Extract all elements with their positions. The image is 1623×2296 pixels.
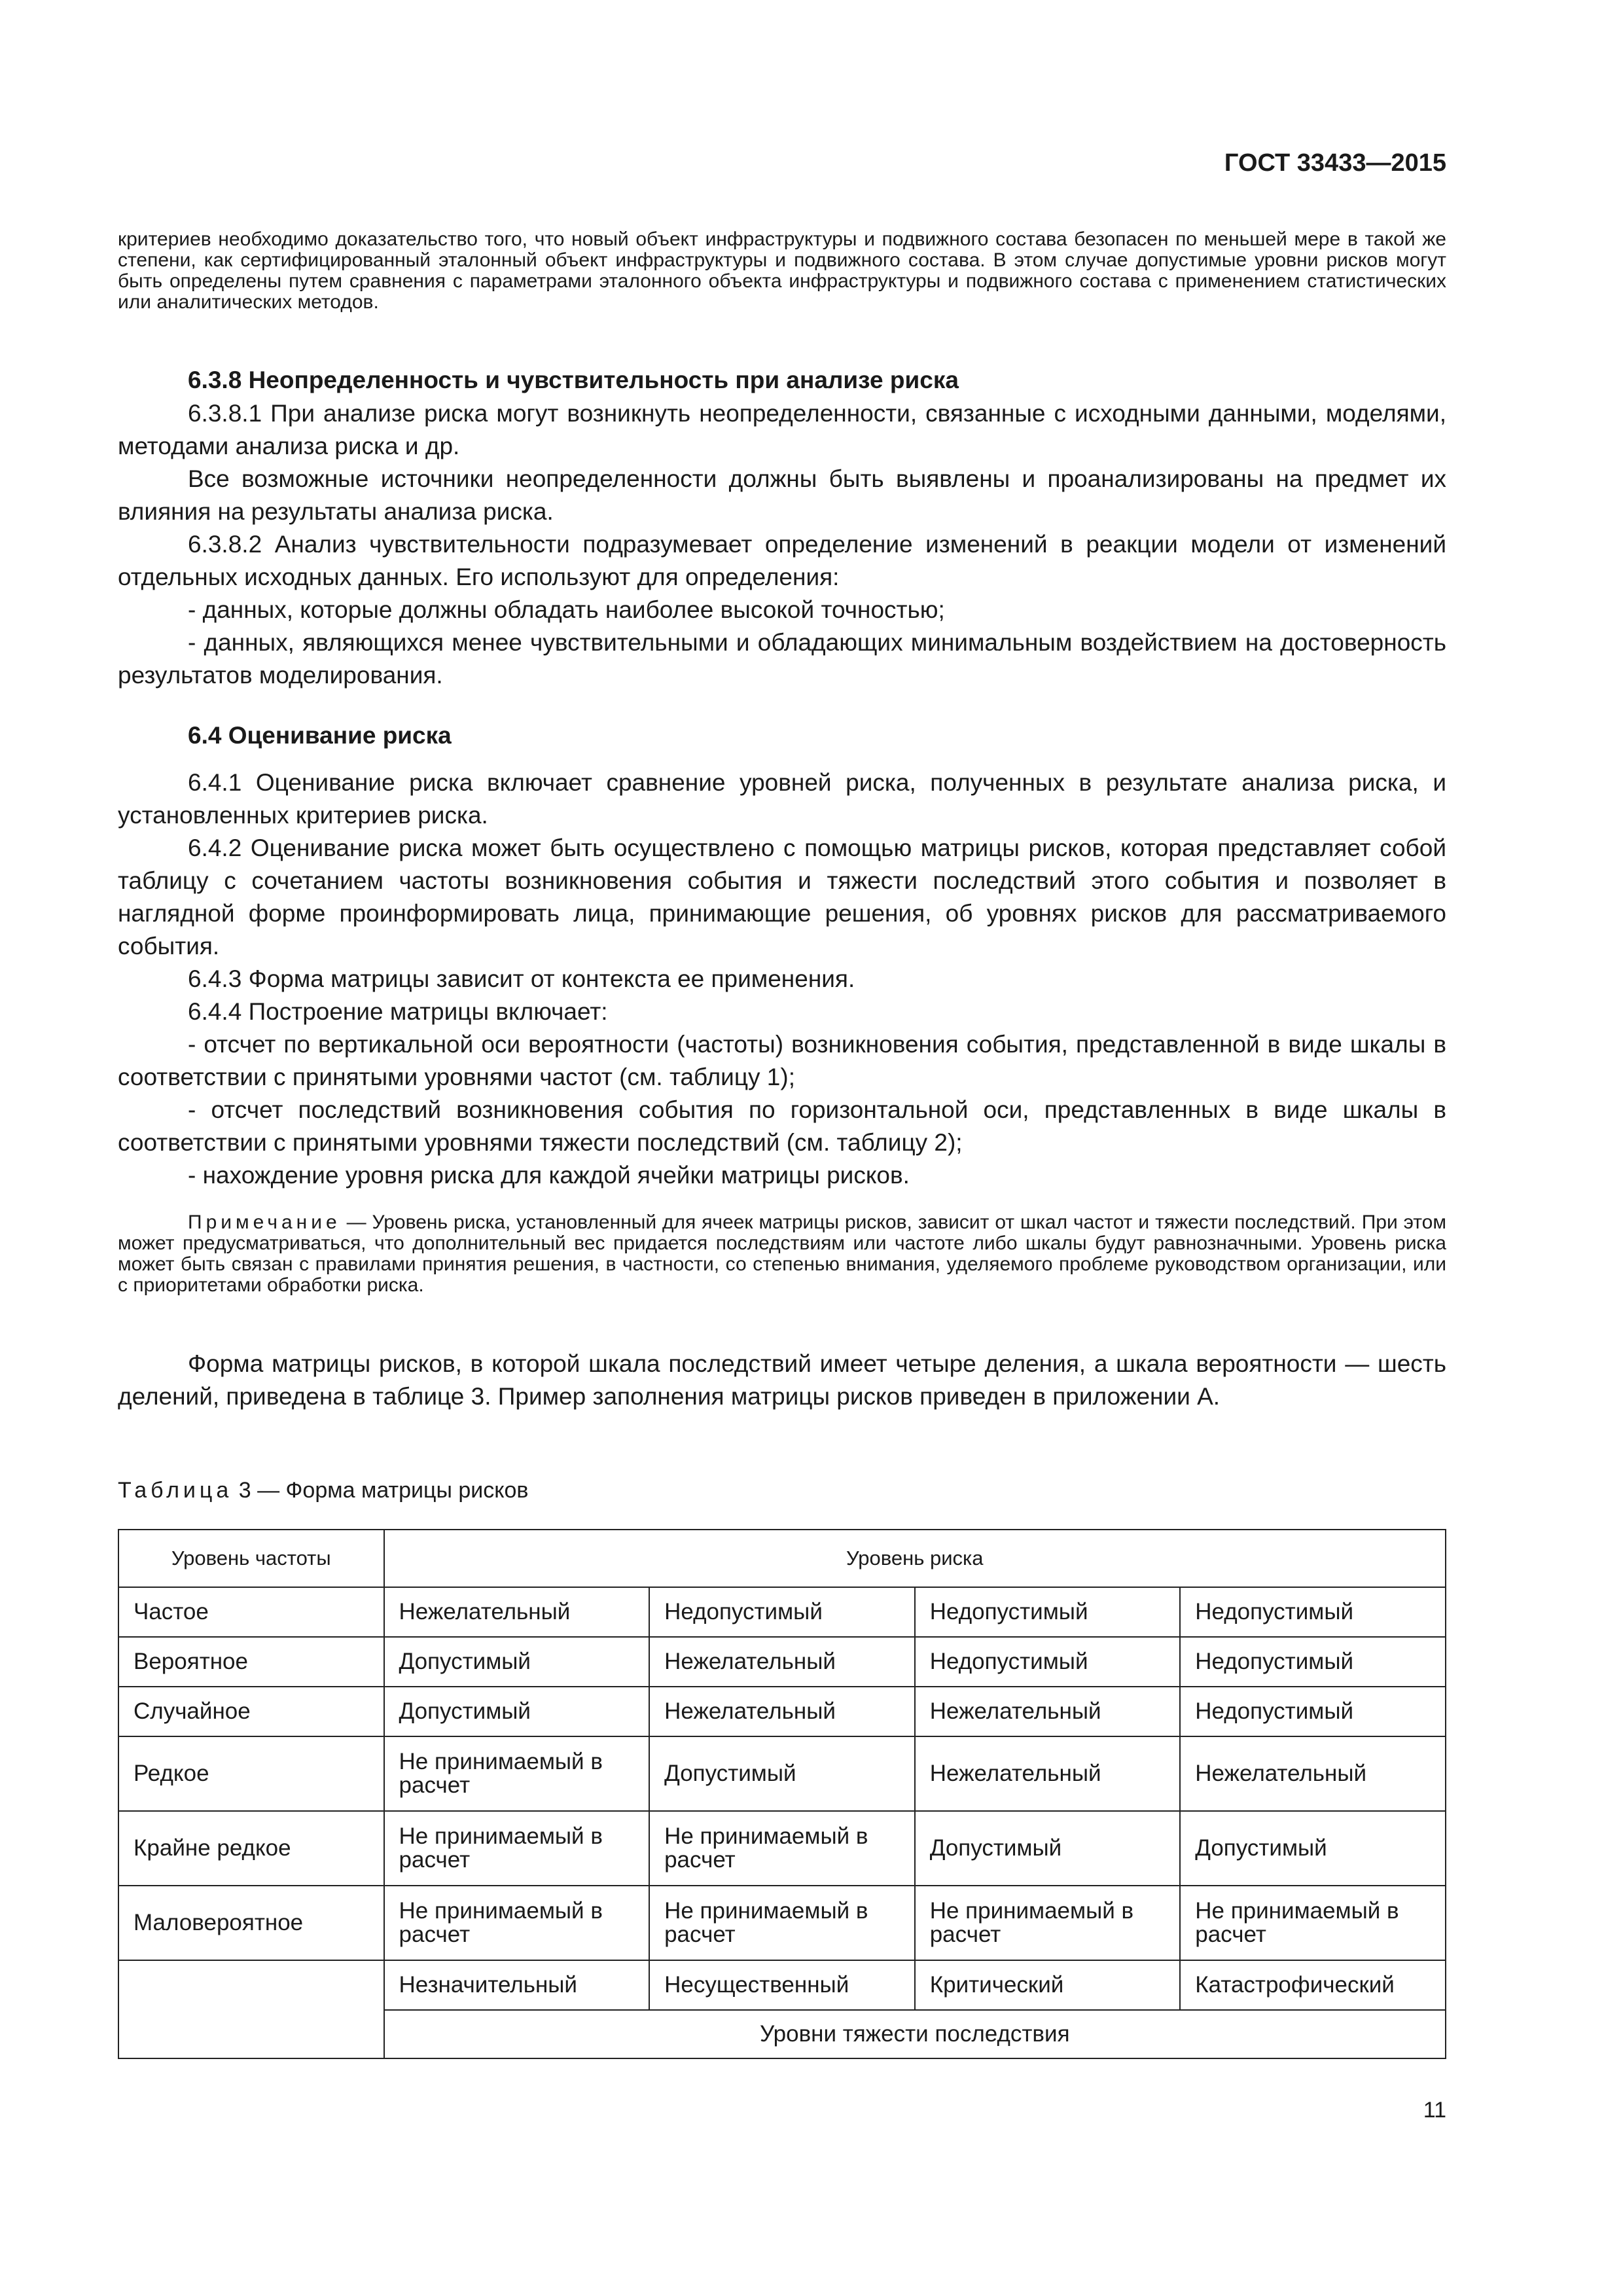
severity-cell: Критический: [915, 1960, 1181, 2010]
table-caption-text: 3 — Форма матрицы рисков: [232, 1478, 529, 1503]
risk-cell: Нежелательный: [384, 1587, 650, 1637]
section-6-3-8-title: 6.3.8 Неопределенность и чувствительность при анализе риска: [188, 367, 959, 393]
table-header-row: [118, 1530, 1446, 1587]
paragraph-6-3-8-2: 6.3.8.2 Анализ чувствительности подразумевает определение изменений в реакции модели от изменений отдельных исходных данных. Его используют для определения:: [118, 531, 1446, 590]
risk-cell: Нежелательный: [915, 1687, 1181, 1736]
matrix-description-paragraph: Форма матрицы рисков, в которой шкала последствий имеет четыре деления, а шкала вероятности — шесть делений, приведена в таблице 3. Пример заполнения матрицы рисков приведен в приложении А.: [118, 1350, 1446, 1410]
paragraph-6-3-8-1: 6.3.8.1 При анализе риска могут возникнуть неопределенности, связанные с исходными данными, моделями, методами анализа риска и др.: [118, 400, 1446, 459]
note-text: — Уровень риска, установленный для ячеек матрицы рисков, зависит от шкал частот и тяжести последствий. При этом может предусматриваться, что дополнительный вес придается последствиям или частоте либо шкалы будут равнозначными. Уровень риска может быть связан с правилами принятия решения, в частности, со степенью внимания, уделяемого проблеме руководством организации, или с приоритетами обработки риска.: [118, 1211, 1446, 1296]
bullet-risk-level: - нахождение уровня риска для каждой ячейки матрицы рисков.: [188, 1162, 910, 1189]
risk-cell: Недопустимый: [1180, 1687, 1446, 1736]
matrix-row: [118, 1736, 1446, 1811]
paragraph-uncertainty-sources: Все возможные источники неопределенности должны быть выявлены и проанализированы на предмет их влияния на результаты анализа риска.: [118, 465, 1446, 525]
paragraph-6-4-3: 6.4.3 Форма матрицы зависит от контекста ее применения.: [188, 965, 855, 992]
matrix-row: [118, 1687, 1446, 1736]
risk-cell: Недопустимый: [915, 1637, 1181, 1687]
header-frequency-level: Уровень частоты: [118, 1530, 384, 1587]
frequency-cell: Случайное: [118, 1687, 384, 1736]
risk-cell: Нежелательный: [649, 1637, 915, 1687]
risk-cell: Не принимаемый в расчет: [649, 1811, 915, 1886]
paragraph-6-4-4: 6.4.4 Построение матрицы включает:: [188, 998, 608, 1025]
table-caption: [118, 1478, 528, 1503]
risk-cell: Нежелательный: [649, 1687, 915, 1736]
empty-corner-cell: [118, 1960, 384, 2058]
matrix-row: [118, 1811, 1446, 1886]
risk-matrix-table: [118, 1529, 1446, 2059]
matrix-row: [118, 1587, 1446, 1637]
bullet-vertical-axis: - отсчет по вертикальной оси вероятности (частоты) возникновения события, представленной в виде шкалы в соответствии с принятыми уровнями частот (см. таблицу 1);: [118, 1031, 1446, 1090]
risk-cell: Не принимаемый в расчет: [384, 1811, 650, 1886]
intro-paragraph: критериев необходимо доказательство того, что новый объект инфраструктуры и подвижного состава безопасен по меньшей мере в такой же степени, как сертифицированный эталонный объект инфраструктуры и подвижного состава. В этом случае допустимые уровни рисков могут быть определены путем сравнения с параметрами эталонного объекта инфраструктуры и подвижного состава с применением статистических или аналитических методов.: [118, 228, 1446, 313]
note-paragraph: [118, 1212, 1446, 1296]
header-risk-level: Уровень риска: [384, 1530, 1446, 1587]
risk-cell: Допустимый: [1180, 1811, 1446, 1886]
severity-footer-cell: Уровни тяжести последствия: [384, 2010, 1446, 2058]
risk-cell: Недопустимый: [649, 1587, 915, 1637]
matrix-row: [118, 1637, 1446, 1687]
risk-cell: Допустимый: [384, 1637, 650, 1687]
frequency-cell: Маловероятное: [118, 1886, 384, 1960]
bullet-horizontal-axis: - отсчет последствий возникновения события по горизонтальной оси, представленных в виде шкалы в соответствии с принятыми уровнями тяжести последствий (см. таблицу 2);: [118, 1096, 1446, 1156]
risk-cell: Недопустимый: [1180, 1587, 1446, 1637]
risk-cell: Не принимаемый в расчет: [384, 1736, 650, 1811]
paragraph-6-4-2: 6.4.2 Оценивание риска может быть осуществлено с помощью матрицы рисков, которая представляет собой таблицу с сочетанием частоты возникновения события и тяжести последствий этого события и позволяет в наглядной форме проинформировать лица, принимающие решения, об уровнях рисков для рассматриваемого события.: [118, 834, 1446, 960]
severity-cell: Незначительный: [384, 1960, 650, 2010]
page-number: 11: [1423, 2098, 1446, 2123]
severity-row: [118, 1960, 1446, 2010]
risk-cell: Недопустимый: [915, 1587, 1181, 1637]
table-caption-label: Таблица: [118, 1478, 233, 1503]
risk-cell: Допустимый: [384, 1687, 650, 1736]
frequency-cell: Редкое: [118, 1736, 384, 1811]
risk-cell: Не принимаемый в расчет: [384, 1886, 650, 1960]
risk-cell: Допустимый: [915, 1811, 1181, 1886]
risk-cell: Не принимаемый в расчет: [649, 1886, 915, 1960]
bullet-low-sensitivity: - данных, являющихся менее чувствительными и обладающих минимальным воздействием на достоверность результатов моделирования.: [118, 629, 1446, 689]
risk-cell: Нежелательный: [915, 1736, 1181, 1811]
frequency-cell: Крайне редкое: [118, 1811, 384, 1886]
document-page: [118, 0, 1446, 2296]
severity-cell: Катастрофический: [1180, 1960, 1446, 2010]
matrix-row: [118, 1886, 1446, 1960]
paragraph-6-4-1: 6.4.1 Оценивание риска включает сравнение уровней риска, полученных в результате анализа риска, и установленных критериев риска.: [118, 769, 1446, 829]
bullet-high-accuracy: - данных, которые должны обладать наиболее высокой точностью;: [188, 596, 945, 623]
severity-cell: Несущественный: [649, 1960, 915, 2010]
risk-cell: Нежелательный: [1180, 1736, 1446, 1811]
risk-cell: Допустимый: [649, 1736, 915, 1811]
frequency-cell: Вероятное: [118, 1637, 384, 1687]
risk-cell: Не принимаемый в расчет: [915, 1886, 1181, 1960]
note-label: Примечание: [188, 1211, 341, 1233]
risk-cell: Не принимаемый в расчет: [1180, 1886, 1446, 1960]
risk-cell: Недопустимый: [1180, 1637, 1446, 1687]
section-6-4-title: 6.4 Оценивание риска: [188, 722, 452, 749]
frequency-cell: Частое: [118, 1587, 384, 1637]
document-code: ГОСТ 33433—2015: [1224, 149, 1446, 177]
